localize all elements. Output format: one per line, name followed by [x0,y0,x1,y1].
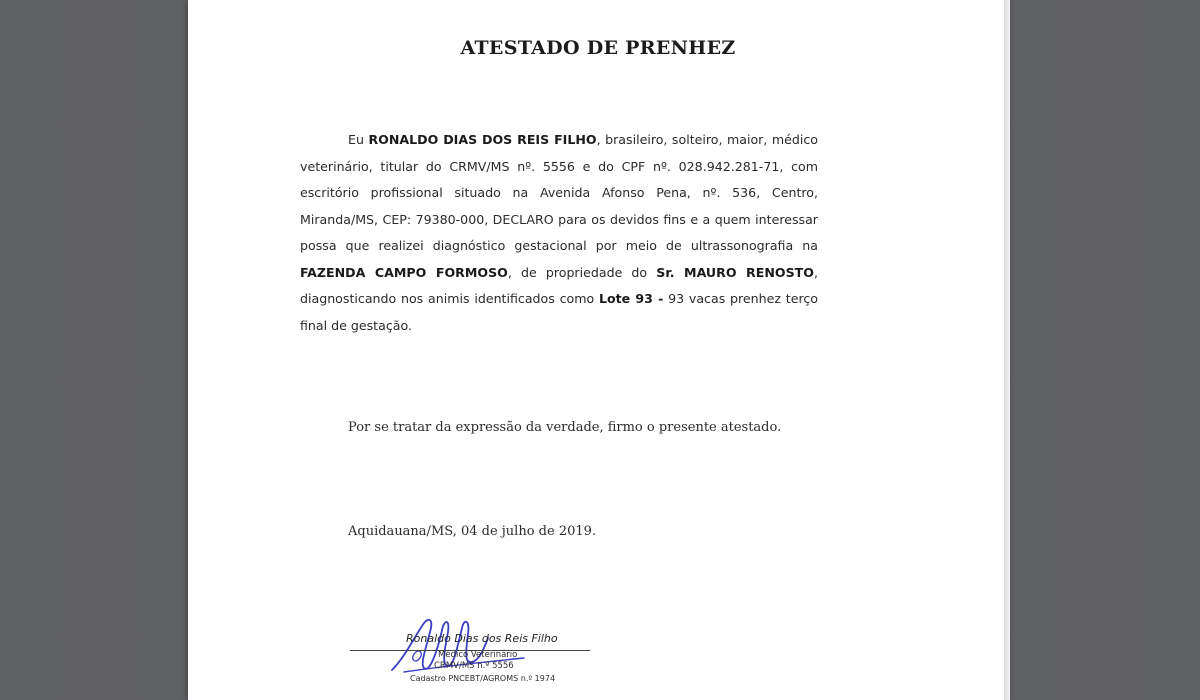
owner-name: Sr. MAURO RENOSTO [656,264,814,280]
text-segment: , diagnosticando nos animis identificados como [300,264,818,306]
lot-label: Lote 93 - [598,291,664,306]
text-segment: , de propriedade do [507,264,657,280]
text-segment: 93 vacas prenhez terço final de gestação. [300,291,818,333]
signature-stamp-role: Médico Veterinário [438,650,518,660]
signature-stamp-cadastro: Cadastro PNCEBT/AGROMS n.º 1974 [410,674,556,683]
place-and-date: Aquidauana/MS, 04 de julho de 2019. [348,524,597,539]
signature-stamp-crmv: CRMV/MS n.º 5556 [434,661,514,671]
signature-block [344,608,594,700]
text-segment: Eu [348,132,369,147]
signature-stamp-name: Ronaldo Dias dos Reis Filho [406,632,558,645]
text-segment: , brasileiro, solteiro, maior, médico veterinário, titular do CRMV/MS nº. 5556 e do CPF nº. 028.942.281-71, com escritório profissional situado na Avenida Afonso Pena, nº. 536, Centro, Miranda/MS, CEP: 79380-000, DECLARO para os devidos fins e a quem interessar possa que realizei diagnóstico gestacional por meio de ultrassonografia na [300,132,818,253]
document-page [188,0,1008,700]
farm-name: FAZENDA CAMPO FORMOSO [300,264,508,280]
declaration-paragraph [300,127,818,339]
veterinarian-name: RONALDO DIAS DOS REIS FILHO [368,132,597,147]
page-edge [1004,0,1010,700]
document-title: ATESTADO DE PRENHEZ [460,37,736,59]
closing-statement: Por se tratar da expressão da verdade, firmo o presente atestado. [348,420,782,435]
